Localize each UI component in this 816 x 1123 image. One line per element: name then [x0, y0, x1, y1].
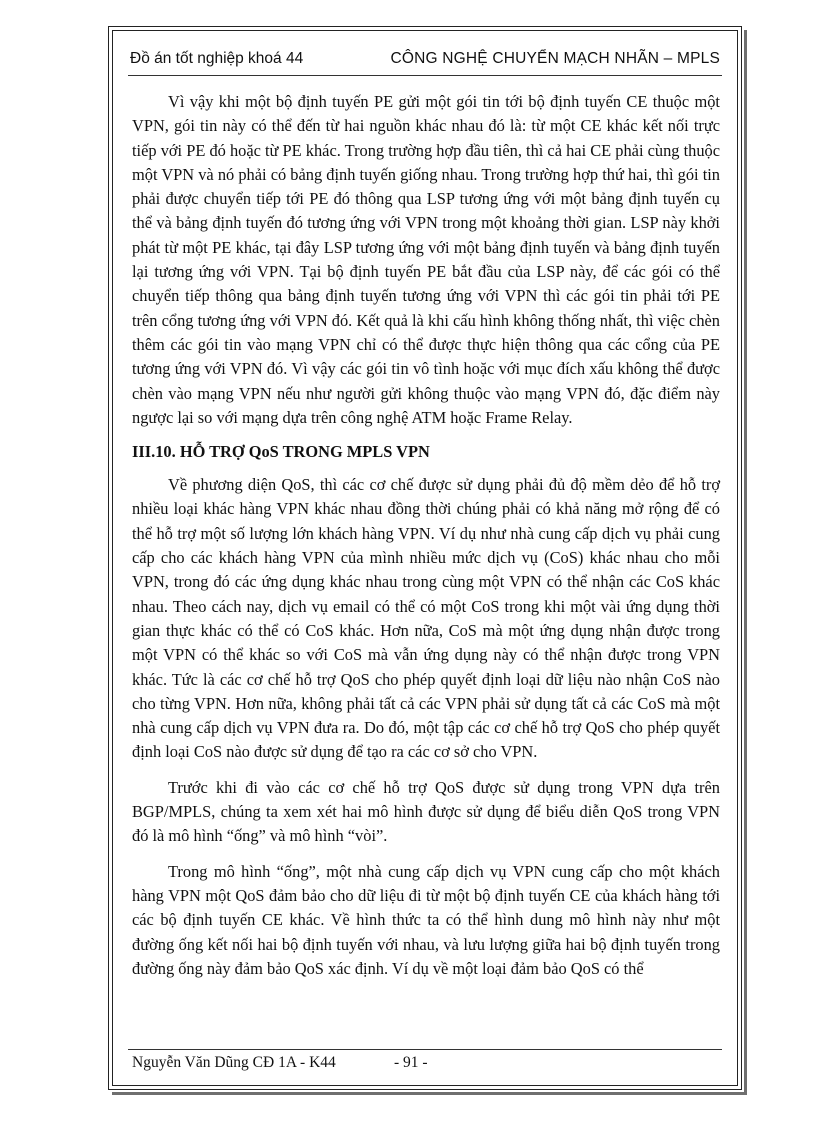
header-title: CÔNG NGHỆ CHUYỂN MẠCH NHÃN – MPLS [390, 50, 720, 67]
footer-rule [128, 1049, 722, 1050]
paragraph-qos-models: Trước khi đi vào các cơ chế hỗ trợ QoS được sử dụng trong VPN dựa trên BGP/MPLS, chúng ta xem xét hai mô hình được sử dụng để biểu diễn QoS trong VPN đó là mô hình “ống” và mô hình “vòi”. [132, 777, 720, 846]
header-rule [128, 75, 722, 76]
paragraph-pipe-model: Trong mô hình “ống”, một nhà cung cấp dịch vụ VPN cung cấp cho một khách hàng VPN một QoS đảm bảo cho dữ liệu đi từ một bộ định tuyến CE của khách hàng tới các bộ định tuyến CE khác. Về hình thức ta có thể hình dung mô hình này như một đường ống kết nối hai bộ định tuyến với nhau, và lưu lượng giữa hai bộ định tuyến trong đường ống này đảm bảo QoS xác định. Ví dụ về một loại đảm bảo QoS có thể [132, 861, 720, 978]
header-course: Đồ án tốt nghiệp khoá 44 [130, 50, 304, 67]
page-footer [132, 1054, 722, 1076]
body-content [132, 90, 720, 981]
page-number: - 91 - [394, 1054, 428, 1071]
footer-author: Nguyễn Văn Dũng CĐ 1A - K44 [132, 1054, 336, 1071]
page-header [130, 50, 736, 72]
paragraph-vpn-forwarding: Vì vậy khi một bộ định tuyến PE gửi một gói tin tới bộ định tuyến CE thuộc một VPN, gói tin này có thể đến từ hai nguồn khác nhau đó là: từ một CE khác kết nối trực tiếp với PE đó hoặc từ PE khác. Trong trường hợp đầu tiên, thì cả hai CE phải cùng thuộc một VPN và nó phải có bảng định tuyến giống nhau. Trong trường hợp thứ hai, thì gói tin phải được chuyển tiếp tới PE đó thông qua LSP tương ứng với một bảng định tuyến cụ thể và bảng định tuyến đó tương ứng với VPN trong một khoảng thời gian. LSP này khởi phát từ một PE khác, tại đây LSP tương ứng với một bảng định tuyến và bảng định tuyến lại tương ứng với VPN. Tại bộ định tuyến PE bắt đầu của LSP này, để các gói có thể chuyển tiếp thông qua bảng định tuyến tương ứng với VPN thì các gói tin phải tới PE trên cổng tương ứng với VPN đó. Kết quả là khi cấu hình không thống nhất, thì việc chèn thêm các gói tin vào mạng VPN chỉ có thể được thực hiện thông qua các cổng của PE tương ứng với VPN đó. Vì vậy các gói tin vô tình hoặc với mục đích xấu không thể được chèn vào mạng VPN nếu như người gửi không thuộc vào mạng VPN đó, đặc điểm này ngược lại so với mạng dựa trên công nghệ ATM hoặc Frame Relay. [132, 92, 720, 427]
section-heading: III.10. HỖ TRỢ QoS TRONG MPLS VPN [132, 442, 430, 462]
paragraph-qos-mechanisms: Về phương diện QoS, thì các cơ chế được sử dụng phải đủ độ mềm dẻo để hỗ trợ nhiều loại khác hàng VPN khác nhau đồng thời chúng phải có khả năng mở rộng để có thể hỗ trợ một số lượng lớn khách hàng VPN. Ví dụ như nhà cung cấp dịch vụ phải cung cấp cho các khách hàng VPN của mình nhiều mức dịch vụ (CoS) khác nhau cho mỗi VPN, trong đó các ứng dụng khác nhau trong cùng một VPN có thể nhận các CoS khác nhau. Theo cách nay, dịch vụ email có thể có một CoS trong khi một vài ứng dụng thời gian thực khác có thể có CoS khác. Hơn nữa, CoS mà một ứng dụng nhận được trong một VPN có thể khác so với CoS mà vẫn ứng dụng này có thể nhận được trong VPN khác. Tức là các cơ chế hỗ trợ QoS cho phép quyết định loại dữ liệu nào nhận CoS nào cho từng VPN. Hơn nữa, không phải tất cả các VPN phải sử dụng tất cả các CoS mà một nhà cung cấp dịch vụ VPN đưa ra. Do đó, một tập các cơ chế hỗ trợ QoS cho phép quyết định loại CoS nào được sử dụng để tạo ra các cơ sở cho VPN. [132, 475, 720, 762]
